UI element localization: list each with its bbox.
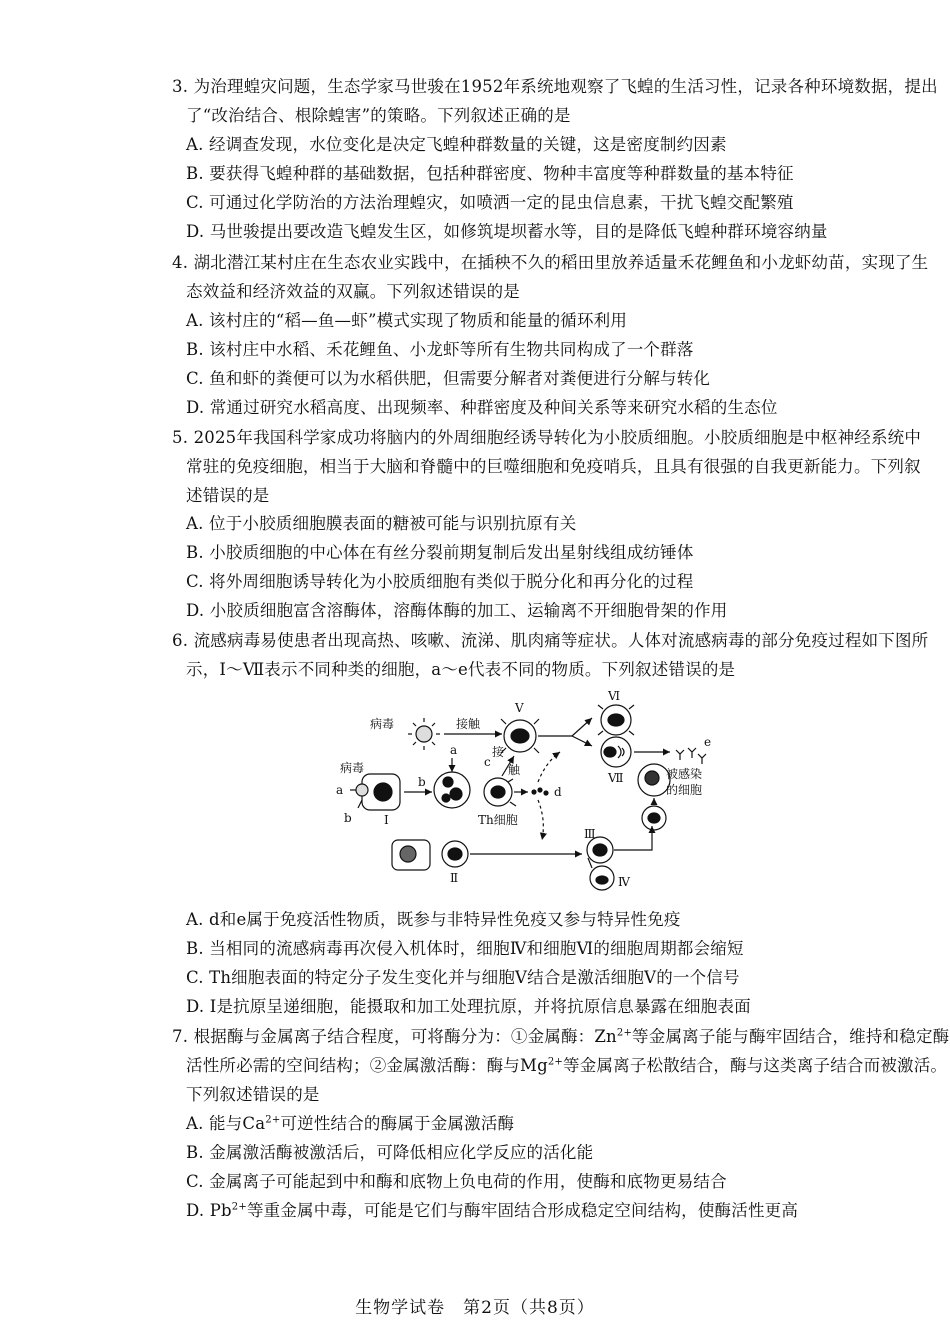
q6-option-a: A. d和e属于免疫活性物质，既参与非特异性免疫又参与特异性免疫 — [186, 910, 681, 929]
th-presenting-cell-icon — [434, 758, 470, 808]
q7-stem-line3: 下列叙述错误的是 — [186, 1085, 320, 1104]
q5-stem-line3: 述错误的是 — [186, 486, 270, 505]
immune-process-diagram — [320, 682, 720, 897]
label-a-top: a — [450, 743, 458, 757]
label-contact2b: 触 — [508, 763, 521, 777]
label-cell-iii: Ⅲ — [584, 827, 596, 841]
q5-option-c: C. 将外周细胞诱导转化为小胶质细胞有类似于脱分化和再分化的过程 — [186, 572, 694, 591]
cell-i-icon — [350, 774, 400, 810]
label-cell-v: Ⅴ — [515, 701, 524, 715]
q4-stem-line1: 4. 湖北潜江某村庄在生态农业实践中，在插秧不久的稻田里放养适量禾花鲤鱼和小龙虾幼苗，实现了生 — [172, 253, 929, 272]
label-infected2: 的细胞 — [666, 783, 703, 797]
q5-stem-line1: 5. 2025年我国科学家成功将脑内的外周细胞经诱导转化为小胶质细胞。小胶质细胞是中枢神经系统中 — [172, 428, 922, 447]
q6-stem-line2: 示，Ⅰ～Ⅶ表示不同种类的细胞，a～e代表不同的物质。下列叙述错误的是 — [186, 660, 736, 679]
q7-option-d: D. $Pb^{2+}$等重金属中毒，可能是它们与酶牢固结合形成稳定空间结构，使酶活性更高 — [186, 1201, 799, 1220]
q3-option-b: B. 要获得飞蝗种群的基础数据，包括种群密度、物种丰富度等种群数量的基本特征 — [186, 164, 794, 183]
label-b-mid: b — [418, 775, 426, 789]
q3-option-a: A. 经调查发现，水位变化是决定飞蝗种群数量的关键，这是密度制约因素 — [186, 135, 727, 154]
label-cell-iv: Ⅳ — [618, 875, 630, 889]
antibody-icons — [676, 748, 706, 764]
label-cell-vi: Ⅵ — [608, 689, 621, 703]
virus-top-icon — [408, 718, 440, 750]
label-th-cell: Th细胞 — [478, 813, 518, 827]
q4-option-c: C. 鱼和虾的粪便可以为水稻供肥，但需要分解者对粪便进行分解与转化 — [186, 369, 711, 388]
q3-stem-line1: 3. 为治理蝗灾问题，生态学家马世骏在1952年系统地观察了飞蝗的生活习性，记录各种环境数据，提出 — [172, 77, 938, 96]
th-cell-icon — [484, 778, 516, 806]
q4-option-d: D. 常通过研究水稻高度、出现频率、种群密度及种间关系等来研究水稻的生态位 — [186, 398, 778, 417]
q6-option-c: C. Th细胞表面的特定分子发生变化并与细胞Ⅴ结合是激活细胞Ⅴ的一个信号 — [186, 968, 740, 987]
q6-stem-line1: 6. 流感病毒易使患者出现高热、咳嗽、流涕、肌肉痛等症状。人体对流感病毒的部分免疫过程如下图所 — [172, 631, 929, 650]
q4-option-b: B. 该村庄中水稻、禾花鲤鱼、小龙虾等所有生物共同构成了一个群落 — [186, 340, 694, 359]
q7-stem-line1: 7. 根据酶与金属离子结合程度，可将酶分为：①金属酶：$Zn^{2+}$等金属离子能与酶牢固结合，维持和稳定酶 — [172, 1027, 950, 1046]
cytokine-d-icon — [532, 788, 548, 795]
q7-stem-line2: 活性所必需的空间结构；②金属激活酶：酶与$Mg^{2+}$等金属离子松散结合，酶与这类离子结合而被激活。 — [186, 1056, 948, 1075]
cytotoxic-cell-icon — [642, 806, 666, 830]
label-contact1: 接触 — [456, 717, 481, 731]
q4-stem-line2: 态效益和经济效益的双赢。下列叙述错误的是 — [186, 282, 520, 301]
label-virus-left: 病毒 — [340, 761, 365, 775]
label-contact2a: 接 — [492, 745, 505, 759]
q6-option-b: B. 当相同的流感病毒再次侵入机体时，细胞Ⅳ和细胞Ⅵ的细胞周期都会缩短 — [186, 939, 744, 958]
q5-option-a: A. 位于小胶质细胞膜表面的糖被可能与识别抗原有关 — [186, 514, 577, 533]
cell-iv-icon — [590, 866, 614, 890]
cell-ii-t-icon — [442, 841, 468, 867]
label-d: d — [554, 785, 562, 799]
q3-option-d: D. 马世骏提出要改造飞蝗发生区，如修筑堤坝蓄水等，目的是降低飞蝗种群环境容纳量 — [186, 222, 828, 241]
q5-stem-line2: 常驻的免疫细胞，相当于大脑和脊髓中的巨噬细胞和免疫哨兵，且具有很强的自我更新能力。下列叙 — [186, 457, 921, 476]
label-cell-ii: Ⅱ — [450, 871, 459, 885]
cell-ii-icon — [392, 840, 430, 870]
cell-vi-icon — [598, 705, 634, 735]
label-virus-top: 病毒 — [370, 717, 395, 731]
q7-option-b: B. 金属激活酶被激活后，可降低相应化学反应的活化能 — [186, 1143, 594, 1162]
label-e: e — [704, 735, 712, 749]
q5-option-b: B. 小胶质细胞的中心体在有丝分裂前期复制后发出星射线组成纺锤体 — [186, 543, 694, 562]
q7-option-a: A. 能与$Ca^{2+}$可逆性结合的酶属于金属激活酶 — [186, 1114, 515, 1133]
cell-vii-icon — [601, 737, 631, 767]
label-cell-i: Ⅰ — [384, 813, 389, 827]
label-cell-vii: Ⅶ — [608, 771, 624, 785]
label-infected1: 被感染 — [666, 767, 703, 781]
label-b-left: b — [344, 811, 352, 825]
q7-option-c: C. 金属离子可能起到中和酶和底物上负电荷的作用，使酶和底物更易结合 — [186, 1172, 727, 1191]
q5-option-d: D. 小胶质细胞富含溶酶体，溶酶体酶的加工、运输离不开细胞骨架的作用 — [186, 601, 728, 620]
label-a-left: a — [336, 783, 344, 797]
page-footer: 生物学试卷 第2页（共8页） — [355, 1298, 595, 1318]
cell-v-icon — [501, 719, 539, 753]
label-c: c — [484, 755, 491, 769]
q3-stem-line2: 了“改治结合、根除蝗害”的策略。下列叙述正确的是 — [186, 106, 571, 125]
q6-option-d: D. Ⅰ是抗原呈递细胞，能摄取和加工处理抗原，并将抗原信息暴露在细胞表面 — [186, 997, 751, 1016]
q4-option-a: A. 该村庄的“稻—鱼—虾”模式实现了物质和能量的循环利用 — [186, 311, 628, 330]
q3-option-c: C. 可通过化学防治的方法治理蝗灾，如喷洒一定的昆虫信息素，干扰飞蝗交配繁殖 — [186, 193, 794, 212]
